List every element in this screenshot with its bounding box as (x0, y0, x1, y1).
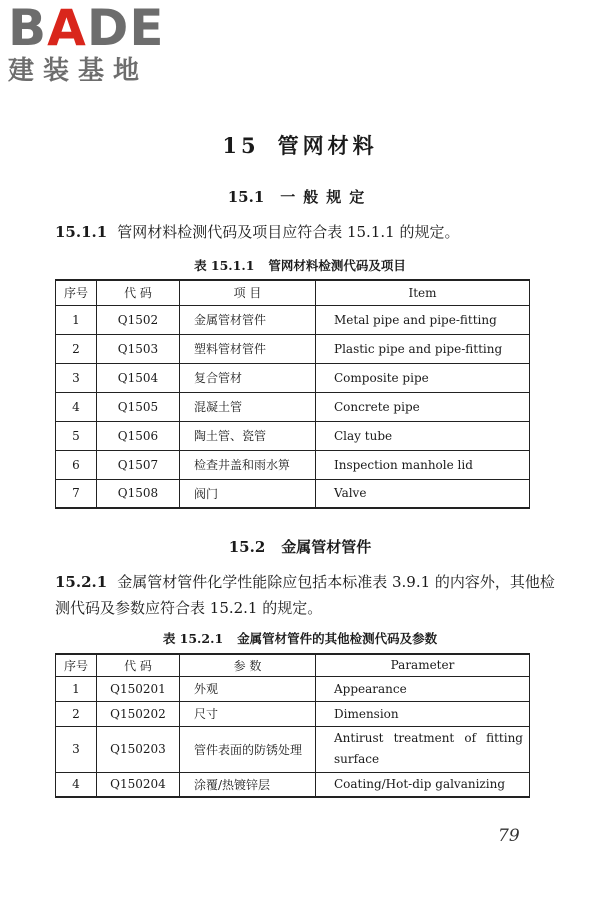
section-heading-1: 15.1 一般规定 (227, 188, 373, 206)
watermark-logo (8, 2, 178, 86)
table-row: 1 Q150201 外观 Appearance (56, 676, 530, 701)
section-heading-2: 15.2 金属管材管件 (228, 538, 372, 556)
table-row: 5 Q1506 陶土管、瓷管 Clay tube (56, 421, 530, 450)
logo-wordmark: BADE (8, 0, 165, 57)
table-row: 7 Q1508 阀门 Valve (56, 479, 530, 508)
clause-15-1-1: 15.1.1 管网材料检测代码及项目应符合表 15.1.1 的规定。 (55, 223, 460, 241)
table-row: 3 Q150203 管件表面的防锈处理 Antirust treatment of fitting surface (56, 726, 530, 772)
chapter-name: 管网材料 (277, 133, 378, 158)
table-row: 4 Q150204 涂覆/热镀锌层 Coating/Hot-dip galvanizing (56, 772, 530, 797)
table-row: 4 Q1505 混凝土管 Concrete pipe (56, 392, 530, 421)
table-row: 2 Q150202 尺寸 Dimension (56, 701, 530, 726)
chapter-title (0, 130, 600, 160)
table-row: 2 Q1503 塑料管材管件 Plastic pipe and pipe-fitting (56, 334, 530, 363)
chapter-number: 15 (222, 133, 260, 158)
logo-subtitle: 建装基地 (8, 56, 149, 86)
table-row: 3 Q1504 复合管材 Composite pipe (56, 363, 530, 392)
table-2-caption: 表 15.2.1 金属管材管件的其他检测代码及参数 (162, 631, 438, 646)
table-row: 1 Q1502 金属管材管件 Metal pipe and pipe-fitting (56, 305, 530, 334)
table-header-row: 序号 代 码 项 目 Item (56, 280, 530, 305)
clause-15-2-1: 15.2.1 金属管材管件化学性能除应包括本标准表 3.9.1 的内容外，其他检测代码及参数应符合表 15.2.1 的规定。 (55, 573, 555, 617)
table-detection-codes (55, 279, 530, 509)
table-metal-pipe-parameters (55, 653, 530, 798)
table-row: 6 Q1507 检查井盖和雨水箅 Inspection manhole lid (56, 450, 530, 479)
table-header-row: 序号 代 码 参 数 Parameter (56, 654, 530, 676)
page-number: 79 (498, 826, 520, 846)
table-1-caption: 表 15.1.1 管网材料检测代码及项目 (194, 258, 406, 273)
